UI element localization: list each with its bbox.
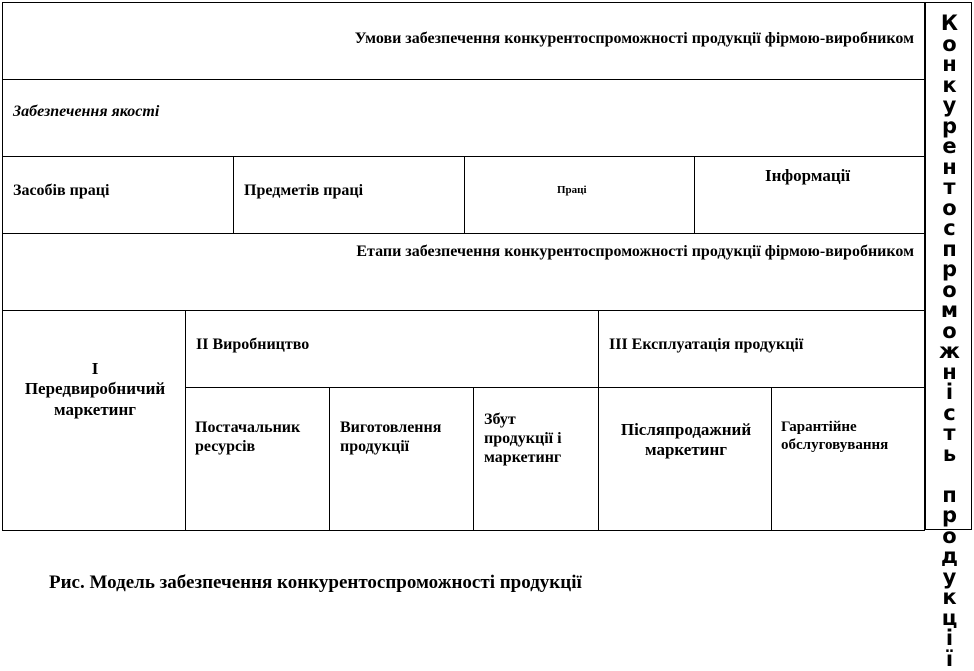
quality-item-label: Предметів праці xyxy=(244,182,364,199)
quality-item-label: Інформації xyxy=(765,166,851,185)
conditions-box xyxy=(2,2,925,80)
stage-2-item-manufacturing xyxy=(329,387,474,531)
stage-2-title: ІІ Виробництво xyxy=(196,336,310,353)
quality-item-label: Праці xyxy=(557,184,587,196)
stage-3-item-warranty-service xyxy=(771,387,925,531)
stage-3-item-label: Гарантійне обслуговування xyxy=(781,419,889,453)
stages-box xyxy=(2,233,925,311)
stage-2-item-label: Виготовлення продукції xyxy=(340,419,442,456)
quality-item-label: Засобів праці xyxy=(13,182,110,199)
stage-1-box xyxy=(2,310,186,531)
quality-box xyxy=(2,79,925,157)
stages-title: Етапи забезпечення конкурентоспроможності продукції фірмою-виробником xyxy=(356,243,914,260)
figure-caption: Рис. Модель забезпечення конкурентоспроможності продукції xyxy=(49,572,582,593)
conditions-title: Умови забезпечення конкурентоспроможності продукції фірмою-виробником xyxy=(354,30,914,47)
stage-3-item-after-sales-marketing xyxy=(598,387,772,531)
stage-2-item-label: Постачальник ресурсів xyxy=(195,419,301,456)
stage-2-item-resource-supplier xyxy=(185,387,330,531)
quality-item-labor xyxy=(464,156,695,234)
stage-3-box xyxy=(598,310,925,388)
quality-title: Забезпечення якості xyxy=(13,103,160,120)
stage-2-box xyxy=(185,310,599,388)
quality-item-information xyxy=(694,156,925,234)
stage-3-title: ІІІ Експлуатація продукції xyxy=(609,336,804,353)
stage-1-title: І Передвиробничий маркетинг xyxy=(24,359,166,419)
side-label: К о н к у р е н т о с п р о м о ж н і с т ь п р о д у к ц і ї xyxy=(939,11,960,671)
quality-item-objects-of-labor xyxy=(233,156,465,234)
quality-item-means-of-labor xyxy=(2,156,234,234)
competitiveness-side-box xyxy=(925,2,972,671)
stage-3-item-label: Післяпродажний маркетинг xyxy=(620,420,752,460)
stage-2-item-label: Збут продукції і маркетинг xyxy=(484,411,562,467)
stage-2-item-sales-marketing xyxy=(473,387,599,531)
